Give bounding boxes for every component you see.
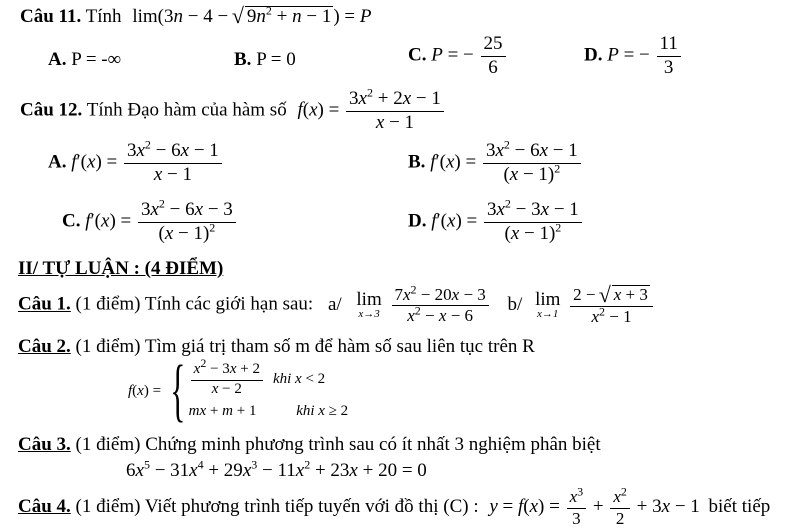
q12-option-c: C. f′(x) = $\frac{3x^2 - 6x - 3}{(x - 1)^2}$ <box>62 200 238 244</box>
section-title: II/ TỰ LUẬN : (4 ĐIỂM) <box>18 258 224 279</box>
essay-q1: Câu 1. (1 điểm) Tính các giới hạn sau: a/ lim x→3 $\frac{7x^2 - 20x - 3}{x^2 - x - 6}$ b/ lim x→1 $\frac{2 - √ x + 3}{x^2 - 1}$ <box>18 285 655 326</box>
q12-stem: Câu 12. Tính Đạo hàm của hàm số f(x) = $\frac{3x^2 + 2x - 1}{x - 1}$ <box>20 89 446 133</box>
e4-label: Câu 4. <box>18 496 71 518</box>
q11-option-b: B. P = 0 <box>234 49 296 70</box>
e1-label: Câu 1. <box>18 293 71 315</box>
q12-option-b: B. f′(x) = $\frac{3x^2 - 6x - 1}{(x - 1)^2}$ <box>408 141 583 185</box>
q11-text: Tính <box>85 6 122 27</box>
essay-q2: Câu 2. (1 điểm) Tìm giá trị tham số m để hàm số sau liên tục trên R <box>18 336 535 357</box>
q12-option-d: D. f′(x) = $\frac{3x^2 - 3x - 1}{(x - 1)^2}$ <box>408 200 584 244</box>
q11-option-c: C. P = − $\frac{25}{6}$ <box>408 34 508 78</box>
essay-q3: Câu 3. (1 điểm) Chứng minh phương trình sau có ít nhất 3 nghiệm phân biệt <box>18 434 601 455</box>
essay-q4: Câu 4. (1 điểm) Viết phương trình tiếp tuyến với đồ thị (C) : y = f(x) = $\frac{x^3}{3}$ + $\frac{x^2}{2}$ + 3x − 1 biết tiếp <box>18 484 771 528</box>
q11-formula: lim(3n − 4 − √ $9n^2 + n - 1$ ) = P <box>132 6 371 27</box>
e3-label: Câu 3. <box>18 434 71 455</box>
q12-text: Tính Đạo hàm của hàm số <box>86 99 287 121</box>
piecewise-function: f ( x ) = { $\frac{x^2 - 3x + 2}{x - 2}$ khi x < 2 mx + m + 1 khi x ≥ 2 <box>128 352 349 429</box>
q11-option-a: A. P = -∞ <box>48 49 122 70</box>
q12-option-a: A. f′(x) = $\frac{3x^2 - 6x - 1}{x - 1}$ <box>48 141 224 185</box>
q11-label: Câu 11. <box>20 6 82 27</box>
q11-stem <box>20 3 372 28</box>
q12-label: Câu 12. <box>20 99 83 121</box>
q3-equation: $6x^5 - 31x^4 + 29x^3 - 11x^2 + 23x + 20 = 0$ <box>126 457 427 481</box>
q11-option-d: D. P = − $\frac{11}{3}$ <box>584 34 683 78</box>
e2-label: Câu 2. <box>18 336 71 357</box>
